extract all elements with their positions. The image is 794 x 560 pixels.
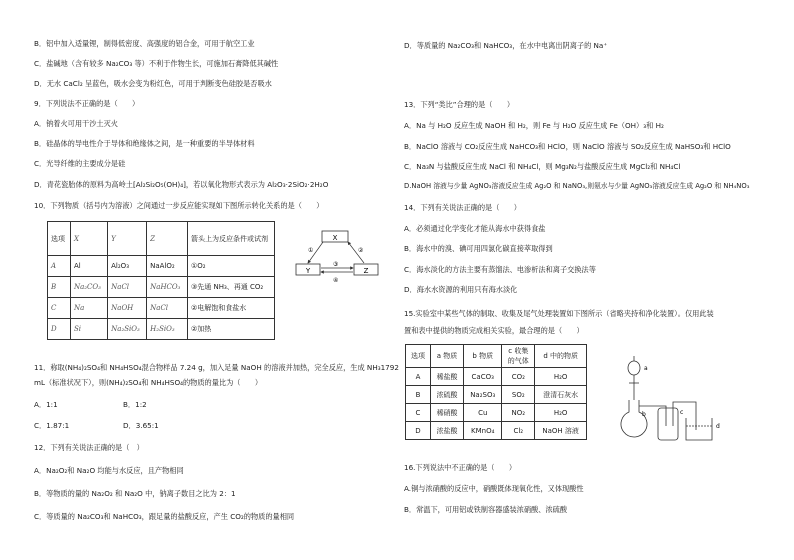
table-cell: 稀硝酸 <box>430 404 463 422</box>
table-cell: B <box>406 386 431 404</box>
beaker-d <box>686 418 712 440</box>
table-cell: NaCl <box>108 277 147 298</box>
table-cell: Al <box>70 256 107 277</box>
table-cell: CaCO₃ <box>464 368 502 386</box>
table-row <box>48 319 275 340</box>
question-15-table <box>405 344 587 440</box>
q9-option-b: B．硅晶体的导电性介于导体和绝缘体之间，是一种重要的半导体材料 <box>34 139 255 148</box>
table-cell: Cu <box>464 404 502 422</box>
table-cell: 浓盐酸 <box>430 422 463 440</box>
question-16-stem: 16.下列说法中不正确的是（ ） <box>404 463 517 472</box>
q11-option-a: A．1:1 <box>34 400 58 409</box>
funnel-body <box>628 361 640 375</box>
table-cell: b 物质 <box>464 345 502 368</box>
question-10-stem: 10．下列物质（括号内为溶液）之间通过一步反应能实现如下图所示转化关系的是（ ） <box>34 201 324 210</box>
table-cell: C <box>48 298 71 319</box>
label-b: b <box>642 411 646 418</box>
table-cell: 浓硫酸 <box>430 386 463 404</box>
table-cell: H₂O <box>535 404 587 422</box>
table-cell: ③先通 NH₃、再通 CO₂ <box>188 277 275 298</box>
table-row <box>406 422 587 440</box>
step-2: ② <box>358 247 364 254</box>
table-cell: c 收集的气体 <box>502 345 535 368</box>
q12-option-c: C．等质量的 Na₂CO₃和 NaHCO₃，跟足量的盐酸反应，产生 CO₂的物质的量相同 <box>34 512 295 521</box>
table-cell: Z <box>147 222 188 256</box>
label-x: X <box>332 234 338 242</box>
question-13-stem: 13．下列“类比”合理的是（ ） <box>404 100 515 109</box>
q14-option-b: B．海水中的溴、碘可用四氯化碳直接萃取得到 <box>404 244 553 253</box>
table-cell: 稀盐酸 <box>430 368 463 386</box>
table-cell: ②加热 <box>188 319 275 340</box>
bottle-c <box>658 408 678 440</box>
table-cell: H₂SiO₃ <box>147 319 188 340</box>
table-cell: Na₂SO₃ <box>464 386 502 404</box>
conversion-diagram <box>290 228 390 288</box>
q14-option-d: D．海水水资源的利用只有海水淡化 <box>404 285 518 294</box>
q11-option-d: D．3.65:1 <box>123 421 159 430</box>
q12-option-d: D．等质量的 Na₂CO₃和 NaHCO₃，在水中电离出阴离子的 Na⁺ <box>404 41 608 50</box>
table-cell: ①O₂ <box>188 256 275 277</box>
question-15-stem-cont: 置和表中提供的物质完成相关实验，最合理的是（ ） <box>404 326 584 335</box>
q12-option-b: B．等物质的量的 Na₂O₂ 和 Na₂O 中，钠离子数目之比为 2：1 <box>34 489 236 498</box>
question-12-stem: 12．下列有关说法正确的是（ ） <box>34 443 144 452</box>
question-9-stem: 9．下列说法不正确的是（ ） <box>34 99 140 108</box>
option-b-line: B．铝中加入适量锂，制得低密度、高强度的铝合金，可用于航空工业 <box>34 39 255 48</box>
table-cell: a 物质 <box>430 345 463 368</box>
table-cell: KMnO₄ <box>464 422 502 440</box>
step-4: ④ <box>333 277 339 284</box>
table-cell: Na₂SiO₃ <box>108 319 147 340</box>
q13-option-c: C．Na₃N 与盐酸反应生成 NaCl 和 NH₄Cl，则 Mg₃N₂与盐酸反应生成 MgCl₂和 NH₄Cl <box>404 162 681 171</box>
table-cell: SO₂ <box>502 386 535 404</box>
table-cell: 选项 <box>48 222 71 256</box>
table-cell: NaHCO₃ <box>147 277 188 298</box>
table-cell: NaCl <box>147 298 188 319</box>
q13-option-a: A．Na 与 H₂O 反应生成 NaOH 和 H₂，则 Fe 与 H₂O 反应生成 Fe（OH）₃和 H₂ <box>404 121 664 130</box>
q14-option-c: C．海水淡化的方法主要有蒸馏法、电渗析法和离子交换法等 <box>404 265 596 274</box>
table-cell: X <box>70 222 107 256</box>
table-cell: Na <box>70 298 107 319</box>
table-cell: B <box>48 277 71 298</box>
table-cell: D <box>406 422 431 440</box>
table-cell: d 中的物质 <box>535 345 587 368</box>
option-c-line: C．盐碱地（含有较多 Na₂CO₃ 等）不利于作物生长，可施加石膏降低其碱性 <box>34 59 279 68</box>
q11-option-b: B．1:2 <box>123 400 147 409</box>
table-row <box>406 368 587 386</box>
table-cell: 箭头上为反应条件或试剂 <box>188 222 275 256</box>
table-cell: CO₂ <box>502 368 535 386</box>
q9-option-d: D．青花瓷胎体的原料为高岭土[Al₂Si₂O₅(OH)₄]，若以氧化物形式表示为 Al₂O₃·2SiO₂·2H₂O <box>34 180 329 189</box>
step-1: ① <box>308 247 314 254</box>
q16-option-b: B．常温下，可用铝或铁制容器盛装浓硝酸、浓硫酸 <box>404 505 568 514</box>
option-d-line: D．无水 CaCl₂ 呈蓝色，吸水会变为粉红色，可用于判断变色硅胶是否吸水 <box>34 79 272 88</box>
table-cell: D <box>48 319 71 340</box>
step-3: ③ <box>333 261 339 268</box>
q9-option-c: C．光导纤维的主要成分是硅 <box>34 159 126 168</box>
table-cell: A <box>48 256 71 277</box>
table-row <box>48 256 275 277</box>
table-cell: A <box>406 368 431 386</box>
question-11-stem-cont: mL（标准状况下），则(NH₄)₂SO₄和 NH₄HSO₄的物质的量比为（ ） <box>34 378 263 387</box>
label-a: a <box>644 365 648 372</box>
table-header-row <box>406 345 587 368</box>
table-cell: NO₂ <box>502 404 535 422</box>
question-15-stem: 15.实验室中某些气体的制取、收集及尾气处理装置如下图所示（省略夹持和净化装置）。仅用此装 <box>404 309 714 318</box>
table-cell: NaAlO₂ <box>147 256 188 277</box>
q14-option-a: A．必须通过化学变化才能从海水中获得食盐 <box>404 224 546 233</box>
table-cell: NaOH 溶液 <box>535 422 587 440</box>
table-row <box>406 386 587 404</box>
q12-option-a: A．Na₂O₂和 Na₂O 均能与水反应，且产物相同 <box>34 466 184 475</box>
table-row <box>48 277 275 298</box>
table-header-row <box>48 222 275 256</box>
q13-option-d: D.NaOH 溶液与少量 AgNO₃溶液反应生成 Ag₂O 和 NaNO₃,则氨水与少量 AgNO₃溶液反应生成 Ag₂O 和 NH₄NO₃ <box>404 182 750 190</box>
table-cell: 选项 <box>406 345 431 368</box>
gas-apparatus-diagram <box>614 356 732 446</box>
table-cell: H₂O <box>535 368 587 386</box>
question-11-stem: 11．称取(NH₄)₂SO₄和 NH₄HSO₄混合物样品 7.24 g，加入足量 NaOH 的溶液并加热，完全反应，生成 NH₃1792 <box>34 363 399 372</box>
label-z: Z <box>363 267 369 275</box>
table-cell: Na₂CO₃ <box>70 277 107 298</box>
table-cell: NaOH <box>108 298 147 319</box>
table-row <box>406 404 587 422</box>
table-cell: Y <box>108 222 147 256</box>
q11-option-c: C．1.87:1 <box>34 421 70 430</box>
label-c: c <box>680 409 684 416</box>
table-cell: ②电解饱和食盐水 <box>188 298 275 319</box>
q13-option-b: B．NaClO 溶液与 CO₂反应生成 NaHCO₃和 HClO，则 NaClO 溶液与 SO₂反应生成 NaHSO₃和 HClO <box>404 142 731 151</box>
q9-option-a: A．钠着火可用干沙土灭火 <box>34 119 118 128</box>
table-cell: C <box>406 404 431 422</box>
table-row <box>48 298 275 319</box>
label-d: d <box>716 423 720 430</box>
question-14-stem: 14．下列有关说法正确的是（ ） <box>404 203 521 212</box>
question-10-table <box>47 221 275 340</box>
q16-option-a: A.铜与浓硝酸的反应中，硝酸既体现氧化性，又体现酸性 <box>404 484 584 493</box>
table-cell: Si <box>70 319 107 340</box>
table-cell: Cl₂ <box>502 422 535 440</box>
table-cell: 澄清石灰水 <box>535 386 587 404</box>
label-y: Y <box>305 267 311 275</box>
flask-b <box>621 400 647 437</box>
table-cell: Al₂O₃ <box>108 256 147 277</box>
